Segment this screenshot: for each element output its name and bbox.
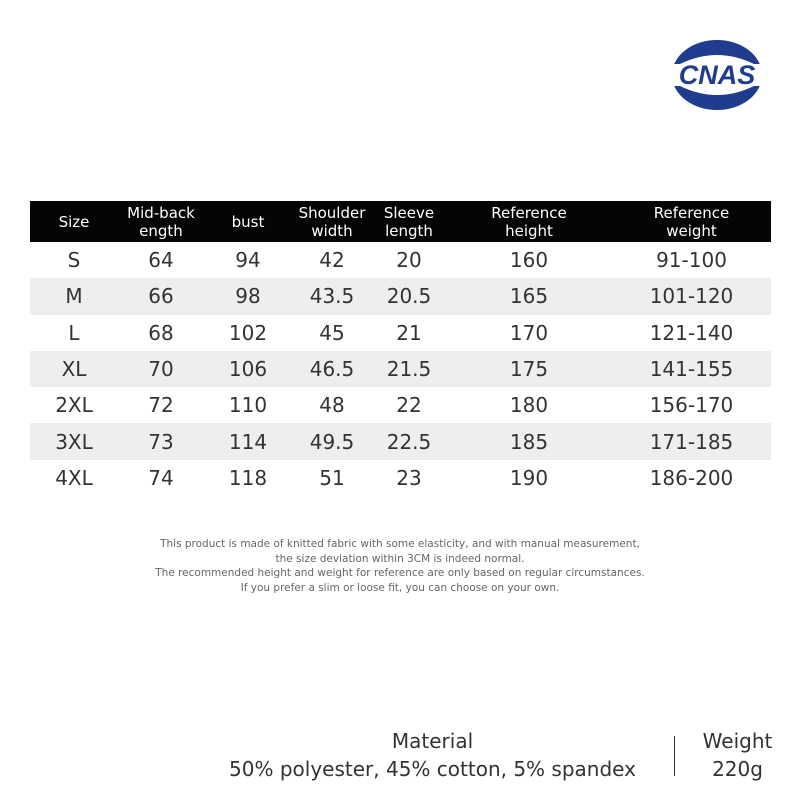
cell-bust: 106 bbox=[204, 351, 292, 387]
table-row bbox=[30, 351, 771, 387]
cell-shoulder-width: 49.5 bbox=[292, 423, 372, 459]
cell-size: 4XL bbox=[30, 460, 118, 496]
note-line: The recommended height and weight for reference are only based on regular circumstances. bbox=[155, 567, 645, 579]
cell-mid-back-length: 70 bbox=[118, 351, 204, 387]
cell-shoulder-width: 46.5 bbox=[292, 351, 372, 387]
cell-size: 2XL bbox=[30, 387, 118, 423]
cnas-logo-graphic bbox=[666, 38, 768, 112]
header-sleeve-length: Sleeve length bbox=[372, 201, 446, 242]
cell-reference-weight: 171-185 bbox=[612, 423, 771, 459]
cell-sleeve-length: 21 bbox=[372, 315, 446, 351]
table-row bbox=[30, 278, 771, 314]
cell-reference-height: 170 bbox=[446, 315, 612, 351]
cell-sleeve-length: 20 bbox=[372, 242, 446, 278]
cell-reference-weight: 186-200 bbox=[612, 460, 771, 496]
cell-shoulder-width: 42 bbox=[292, 242, 372, 278]
size-chart-table bbox=[30, 201, 771, 496]
cell-shoulder-width: 43.5 bbox=[292, 278, 372, 314]
cell-reference-weight: 156-170 bbox=[612, 387, 771, 423]
cell-reference-weight: 121-140 bbox=[612, 315, 771, 351]
cell-reference-height: 160 bbox=[446, 242, 612, 278]
cell-bust: 94 bbox=[204, 242, 292, 278]
header-mid-back-length: Mid-back ength bbox=[118, 201, 204, 242]
cell-reference-height: 190 bbox=[446, 460, 612, 496]
cell-bust: 118 bbox=[204, 460, 292, 496]
cell-size: L bbox=[30, 315, 118, 351]
cell-mid-back-length: 64 bbox=[118, 242, 204, 278]
cell-reference-height: 165 bbox=[446, 278, 612, 314]
cell-shoulder-width: 51 bbox=[292, 460, 372, 496]
cell-reference-weight: 141-155 bbox=[612, 351, 771, 387]
cell-reference-height: 185 bbox=[446, 423, 612, 459]
weight-label: Weight bbox=[702, 729, 773, 753]
table-row bbox=[30, 460, 771, 496]
note-line: This product is made of knitted fabric with some elasticity, and with manual measurement, bbox=[160, 538, 640, 550]
cell-reference-height: 180 bbox=[446, 387, 612, 423]
cell-bust: 102 bbox=[204, 315, 292, 351]
divider bbox=[674, 736, 675, 776]
cell-mid-back-length: 72 bbox=[118, 387, 204, 423]
material-value: 50% polyester, 45% cotton, 5% spandex bbox=[229, 757, 636, 781]
cell-bust: 114 bbox=[204, 423, 292, 459]
note-line: If you prefer a slim or loose fit, you can choose on your own. bbox=[240, 581, 560, 594]
table-row bbox=[30, 387, 771, 423]
header-reference-weight: Reference weight bbox=[612, 201, 771, 242]
weight-value: 220g bbox=[712, 757, 763, 781]
header-reference-height: Reference height bbox=[446, 201, 612, 242]
table-row bbox=[30, 315, 771, 351]
logo-text: CNAS bbox=[678, 60, 756, 90]
cell-mid-back-length: 68 bbox=[118, 315, 204, 351]
cell-reference-weight: 91-100 bbox=[612, 242, 771, 278]
header-shoulder-width: Shoulder width bbox=[292, 201, 372, 242]
cell-size: M bbox=[30, 278, 118, 314]
cnas-logo bbox=[666, 38, 768, 112]
cell-size: 3XL bbox=[30, 423, 118, 459]
table-row bbox=[30, 423, 771, 459]
cell-shoulder-width: 45 bbox=[292, 315, 372, 351]
cell-bust: 110 bbox=[204, 387, 292, 423]
cell-reference-weight: 101-120 bbox=[612, 278, 771, 314]
cell-size: XL bbox=[30, 351, 118, 387]
table-row bbox=[30, 242, 771, 278]
material-label: Material bbox=[391, 729, 474, 753]
cell-sleeve-length: 22.5 bbox=[372, 423, 446, 459]
header-size: Size bbox=[30, 201, 118, 242]
header-bust: bust bbox=[204, 201, 292, 242]
cell-reference-height: 175 bbox=[446, 351, 612, 387]
cell-sleeve-length: 21.5 bbox=[372, 351, 446, 387]
cell-bust: 98 bbox=[204, 278, 292, 314]
measurement-note bbox=[100, 537, 700, 595]
cell-sleeve-length: 20.5 bbox=[372, 278, 446, 314]
cell-mid-back-length: 73 bbox=[118, 423, 204, 459]
cell-shoulder-width: 48 bbox=[292, 387, 372, 423]
table-header-row bbox=[30, 201, 771, 242]
cell-size: S bbox=[30, 242, 118, 278]
note-line: the size deviation within 3CM is indeed normal. bbox=[275, 552, 525, 565]
cell-sleeve-length: 23 bbox=[372, 460, 446, 496]
cell-mid-back-length: 74 bbox=[118, 460, 204, 496]
cell-sleeve-length: 22 bbox=[372, 387, 446, 423]
cell-mid-back-length: 66 bbox=[118, 278, 204, 314]
